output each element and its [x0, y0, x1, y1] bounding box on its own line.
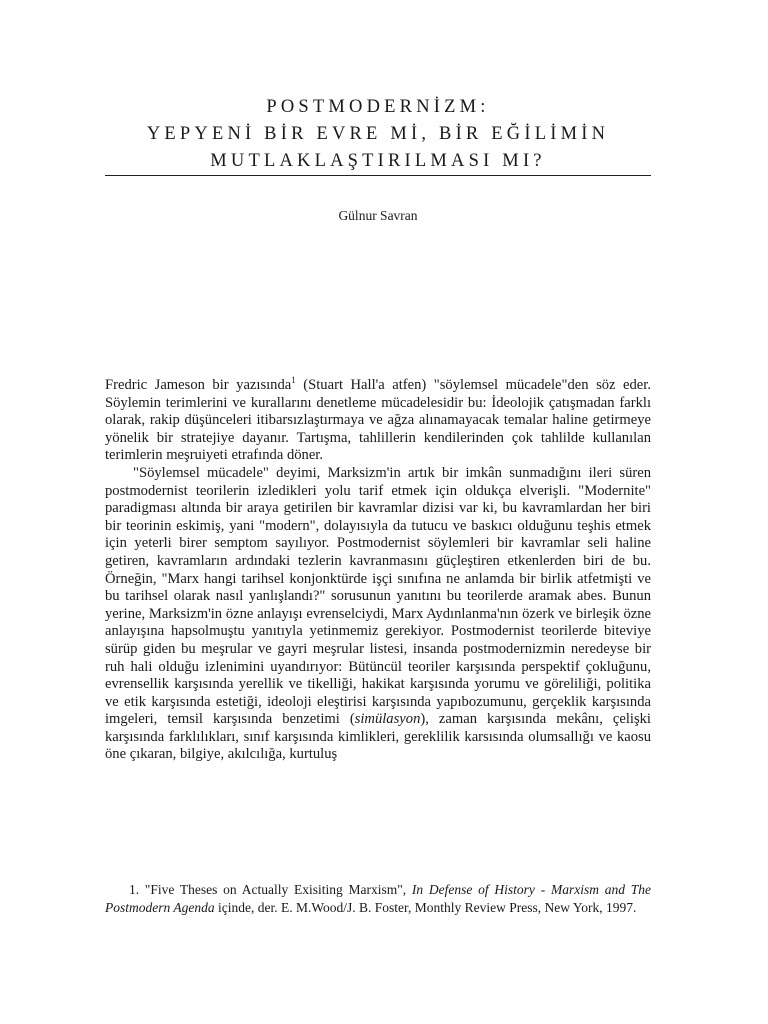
paragraph-2	[105, 465, 651, 764]
article-body	[105, 377, 651, 764]
title-divider	[105, 175, 651, 176]
footnote-1	[105, 881, 651, 916]
footnote-text-a: 1. "Five Theses on Actually Exisiting Marxism",	[129, 882, 412, 897]
footnote-ref-1: 1	[291, 375, 296, 386]
title-line-1: POSTMODERNİZM:	[266, 97, 490, 117]
paragraph-1-text-a: Fredric Jameson bir yazısında	[105, 377, 292, 393]
article-title	[105, 94, 651, 175]
title-line-2: YEPYENİ BİR EVRE Mİ, BİR EĞİLİMİN	[146, 124, 610, 144]
paragraph-2-text-a: "Söylemsel mücadele" deyimi, Marksizm'in artık bir imkân sunmadığını ileri süren postmodernist teorilerin izledikleri yolu tarif etmek için oldukça elverişli. "Modernite" paradigması altında bir araya getirilen bir kavramlar dizisi var ki, bu kavramlardan her biri bir teorinin eskimiş, yani "modern", dolayısıyla da tutucu ve baskıcı olduğunu teşhis etmek için yeterli birer semptom sayılıyor. Postmodernist söylemleri bir kavramlar seli haline getiren, kavramların ardındaki tezlerin kavranmasını güçleştiren etkenlerden biri de bu. Örneğin, "Marx hangi tarihsel konjonktürde işçi sınıfına ne anlamda bir birlik atfetmişti ve bu tarihsel olarak nasıl yanlışlandı?" sorusunun yanıtını bu teorilerde aramak abes. Bunun yerine, Marksizm'in özne anlayışı evrenselciydi, Marx Aydınlanma'nın özerk ve birleşik özne anlayışına hapsolmuştu yanıtıyla yetinmemiz gerekiyor. Postmodernist teorilerde biteviye sürüp giden bu meşrular ve gayri meşrular listesi, insanda postmodernizmin neredeyse bir ruh hali olduğu izlenimini uyandırıyor: Bütüncül teoriler karşısında perspektif çokluğunu, evrensellik karşısında yerellik ve tikelliği, hakikat karşısında yorumu ve göreliliği, politika ve etik karşısında estetiği, ideoloji eleştirisi karşısında yapıbozumunu, gerçeklik karşısında imgeleri, temsil karşısında benzetimi (	[105, 464, 651, 728]
paragraph-2-italic: simülasyon	[354, 711, 421, 728]
footnote-italic: In Defense of History - Marxism and The Postmodern Agenda	[105, 882, 651, 915]
author-name: Gülnur Savran	[338, 208, 418, 223]
paragraph-2-text-b: ), zaman karşısında mekânı, çelişki karşısında farklılıkları, sınıf karşısında kimlikleri, gereklilik karsısında olumsallığı ve kaosu öne çıkaran, bilgiye, akılcılığa, kurtuluş	[105, 711, 651, 763]
title-line-3: MUTLAKLAŞTIRILMASI MI?	[210, 151, 546, 171]
paragraph-1-text-b: (Stuart Hall'a atfen) "söylemsel mücadele"den söz eder. Söylemin terimlerini ve kurallarını denetleme mücadelesidir bu: İdeolojik çatışmadan farklı olarak, rakip düşünceleri itibarsızlaştırmaya ve ağza alınamayacak temalar haline getirmeye yönelik bir stratejiye dayanır. Tartışma, tahlillerin kendilerinden çok tahlilde kullanılan terimlerin meşruiyeti etrafında döner.	[105, 377, 651, 464]
footnote-text-b: içinde, der. E. M.Wood/J. B. Foster, Monthly Review Press, New York, 1997.	[214, 899, 637, 915]
paragraph-1	[105, 377, 651, 465]
